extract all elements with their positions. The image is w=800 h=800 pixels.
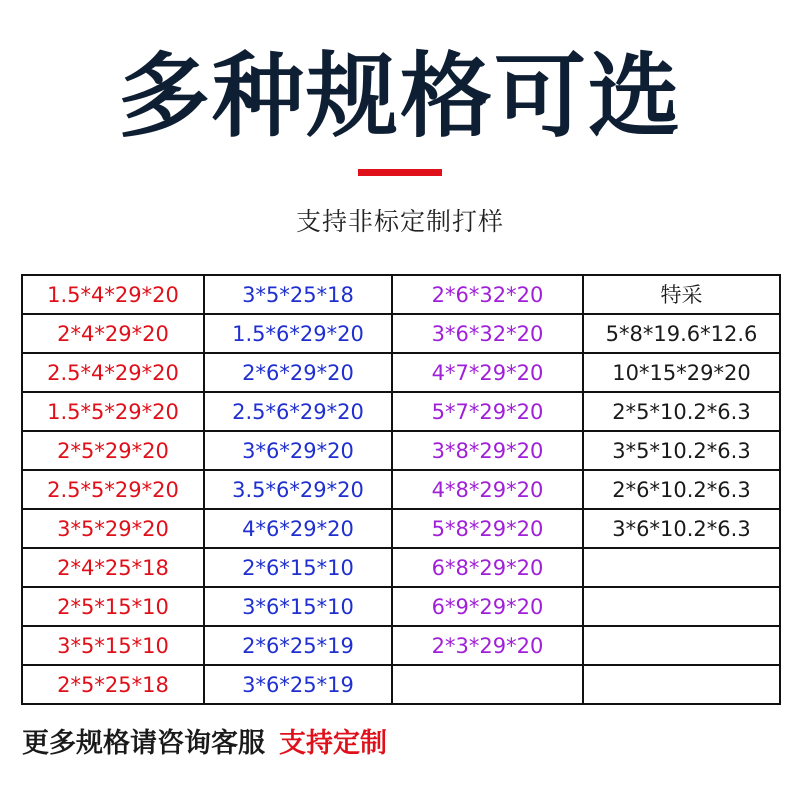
table-row [22,665,780,704]
spec-cell: 2*5*10.2*6.3 [583,392,780,431]
page-subtitle: 支持非标定制打样 [295,207,504,236]
table-row [22,548,780,587]
table-row [22,509,780,548]
title-underline [358,169,442,176]
spec-table-body [22,275,780,704]
spec-cell: 5*8*19.6*12.6 [583,314,780,353]
spec-cell: 3*8*29*20 [392,431,583,470]
table-row [22,626,780,665]
spec-cell: 4*7*29*20 [392,353,583,392]
spec-cell: 1.5*4*29*20 [22,275,204,314]
table-row [22,314,780,353]
spec-cell: 2*6*15*10 [204,548,392,587]
table-row [22,431,780,470]
spec-cell: 6*9*29*20 [392,587,583,626]
spec-cell [583,587,780,626]
footer-text: 更多规格请咨询客服 [22,728,265,759]
spec-cell: 3*6*32*20 [392,314,583,353]
spec-cell: 2*6*25*19 [204,626,392,665]
spec-cell [392,665,583,704]
spec-cell: 2*5*15*10 [22,587,204,626]
spec-cell: 5*7*29*20 [392,392,583,431]
spec-cell: 特采 [583,275,780,314]
table-row [22,275,780,314]
spec-cell: 2*4*25*18 [22,548,204,587]
spec-cell: 3*6*15*10 [204,587,392,626]
page-title: 多种规格可选 [117,43,682,150]
footer [22,724,387,764]
spec-cell: 2*3*29*20 [392,626,583,665]
spec-cell: 3*5*25*18 [204,275,392,314]
spec-cell: 1.5*6*29*20 [204,314,392,353]
spec-cell: 3*6*10.2*6.3 [583,509,780,548]
spec-cell: 2*4*29*20 [22,314,204,353]
spec-cell: 3*5*10.2*6.3 [583,431,780,470]
spec-cell: 2*6*10.2*6.3 [583,470,780,509]
spec-cell: 3*6*25*19 [204,665,392,704]
table-row [22,470,780,509]
spec-cell: 2*5*29*20 [22,431,204,470]
spec-cell: 3*6*29*20 [204,431,392,470]
table-row [22,587,780,626]
footer-highlight: 支持定制 [279,728,387,759]
spec-cell: 2*6*29*20 [204,353,392,392]
spec-cell: 2.5*5*29*20 [22,470,204,509]
spec-cell: 2.5*6*29*20 [204,392,392,431]
spec-cell: 6*8*29*20 [392,548,583,587]
spec-cell: 3.5*6*29*20 [204,470,392,509]
spec-cell: 4*6*29*20 [204,509,392,548]
spec-cell: 4*8*29*20 [392,470,583,509]
spec-cell [583,548,780,587]
table-row [22,392,780,431]
spec-cell: 10*15*29*20 [583,353,780,392]
spec-cell: 3*5*15*10 [22,626,204,665]
spec-cell: 2*5*25*18 [22,665,204,704]
spec-cell: 2.5*4*29*20 [22,353,204,392]
spec-cell: 3*5*29*20 [22,509,204,548]
spec-cell: 2*6*32*20 [392,275,583,314]
spec-cell: 1.5*5*29*20 [22,392,204,431]
spec-cell [583,665,780,704]
table-row [22,353,780,392]
spec-table [21,274,781,705]
spec-cell: 5*8*29*20 [392,509,583,548]
spec-cell [583,626,780,665]
